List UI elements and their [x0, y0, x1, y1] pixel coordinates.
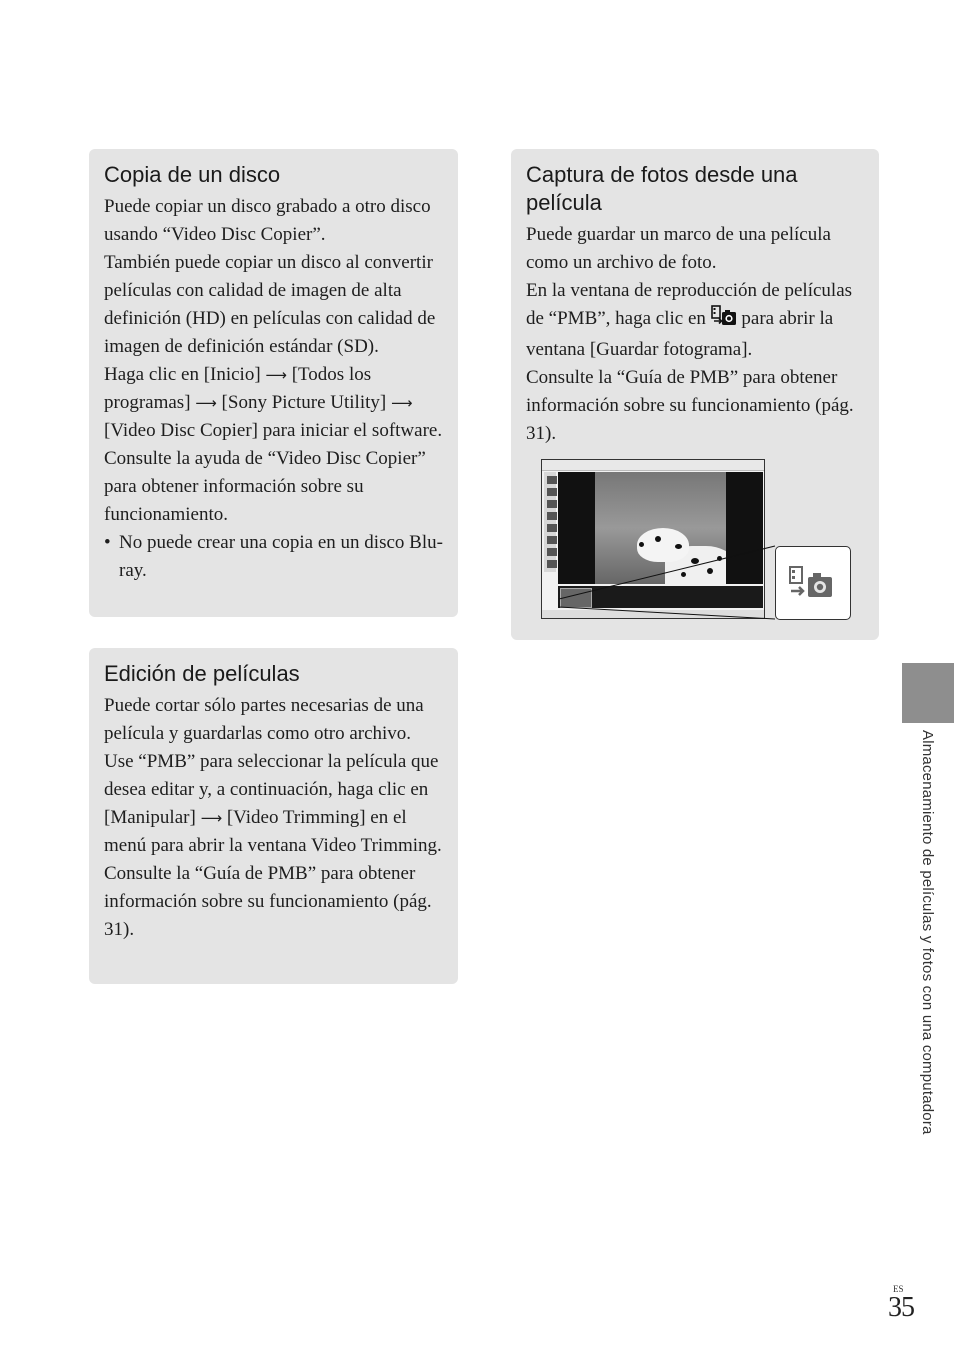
thumbnail-strip — [544, 472, 556, 572]
paragraph — [104, 748, 444, 944]
text-run: En la ventana de reproducción de películas de “PMB”, haga clic en — [526, 280, 853, 329]
bullet-icon: • — [104, 532, 111, 553]
language-code: ES — [893, 1284, 904, 1294]
save-frame-icon — [776, 547, 852, 621]
section-copia-de-un-disco — [89, 149, 458, 617]
paragraph: Puede cortar sólo partes necesarias de una película y guardarlas como otro archivo. — [104, 695, 424, 744]
note — [104, 529, 444, 585]
text-run: [Video Trimming] en el menú para abrir la ventana Video Trimming. Consulte la “Guía de PMB” para obtener información sobre su funcionamiento (pág. 31). — [104, 807, 442, 940]
note-text: No puede crear una copia en un disco Blu-ray. — [119, 532, 443, 581]
arrow-icon: ⟶ — [200, 809, 223, 827]
paragraph: También puede copiar un disco al convertir películas con calidad de imagen de alta definición (HD) en películas con calidad de imagen de definición estándar (SD). — [104, 252, 436, 357]
video-viewer — [558, 472, 763, 584]
window-titlebar — [542, 460, 764, 471]
text-run: para abrir la ventana [Guardar fotograma]. — [526, 308, 834, 360]
text-run: [Video Disc Copier] para iniciar el software. Consulte la ayuda de “Video Disc Copier” para obtener información sobre su funcionamiento. — [104, 420, 443, 525]
save-frame-button-highlight — [560, 588, 592, 608]
section-title: Edición de películas — [104, 661, 300, 686]
section-title: Captura de fotos desde una película — [526, 162, 798, 215]
paragraph — [104, 361, 444, 529]
dalmatian-photo — [595, 472, 726, 584]
section-edicion-de-peliculas — [89, 648, 458, 984]
save-frame-icon-callout — [775, 546, 851, 620]
save-frame-icon — [711, 305, 737, 336]
section-captura-de-fotos — [511, 149, 879, 640]
chapter-tab — [902, 663, 954, 723]
paragraph: Puede copiar un disco grabado a otro disco usando “Video Disc Copier”. — [104, 196, 431, 245]
paragraph — [526, 277, 865, 364]
text-run: Haga clic en [Inicio] — [104, 364, 266, 385]
arrow-icon: ⟶ — [390, 394, 413, 412]
text-run: Use “PMB” para seleccionar la película que desea editar y, a continuación, haga clic en [Manipular] — [104, 751, 439, 828]
chapter-tab-label: Almacenamiento de películas y fotos con una computadora — [919, 730, 936, 1135]
page-number: 35 — [888, 1292, 914, 1323]
pmb-screenshot — [541, 459, 765, 619]
paragraph: Puede guardar un marco de una película como un archivo de foto. — [526, 224, 831, 273]
arrow-icon: ⟶ — [265, 366, 287, 384]
paragraph: Consulte la “Guía de PMB” para obtener información sobre su funcionamiento (pág. 31). — [526, 367, 854, 444]
arrow-icon: ⟶ — [195, 394, 217, 412]
status-bar — [542, 610, 764, 618]
section-title: Copia de un disco — [104, 162, 281, 187]
text-run: [Todos los programas] — [104, 364, 372, 413]
text-run: [Sony Picture Utility] — [216, 392, 391, 413]
